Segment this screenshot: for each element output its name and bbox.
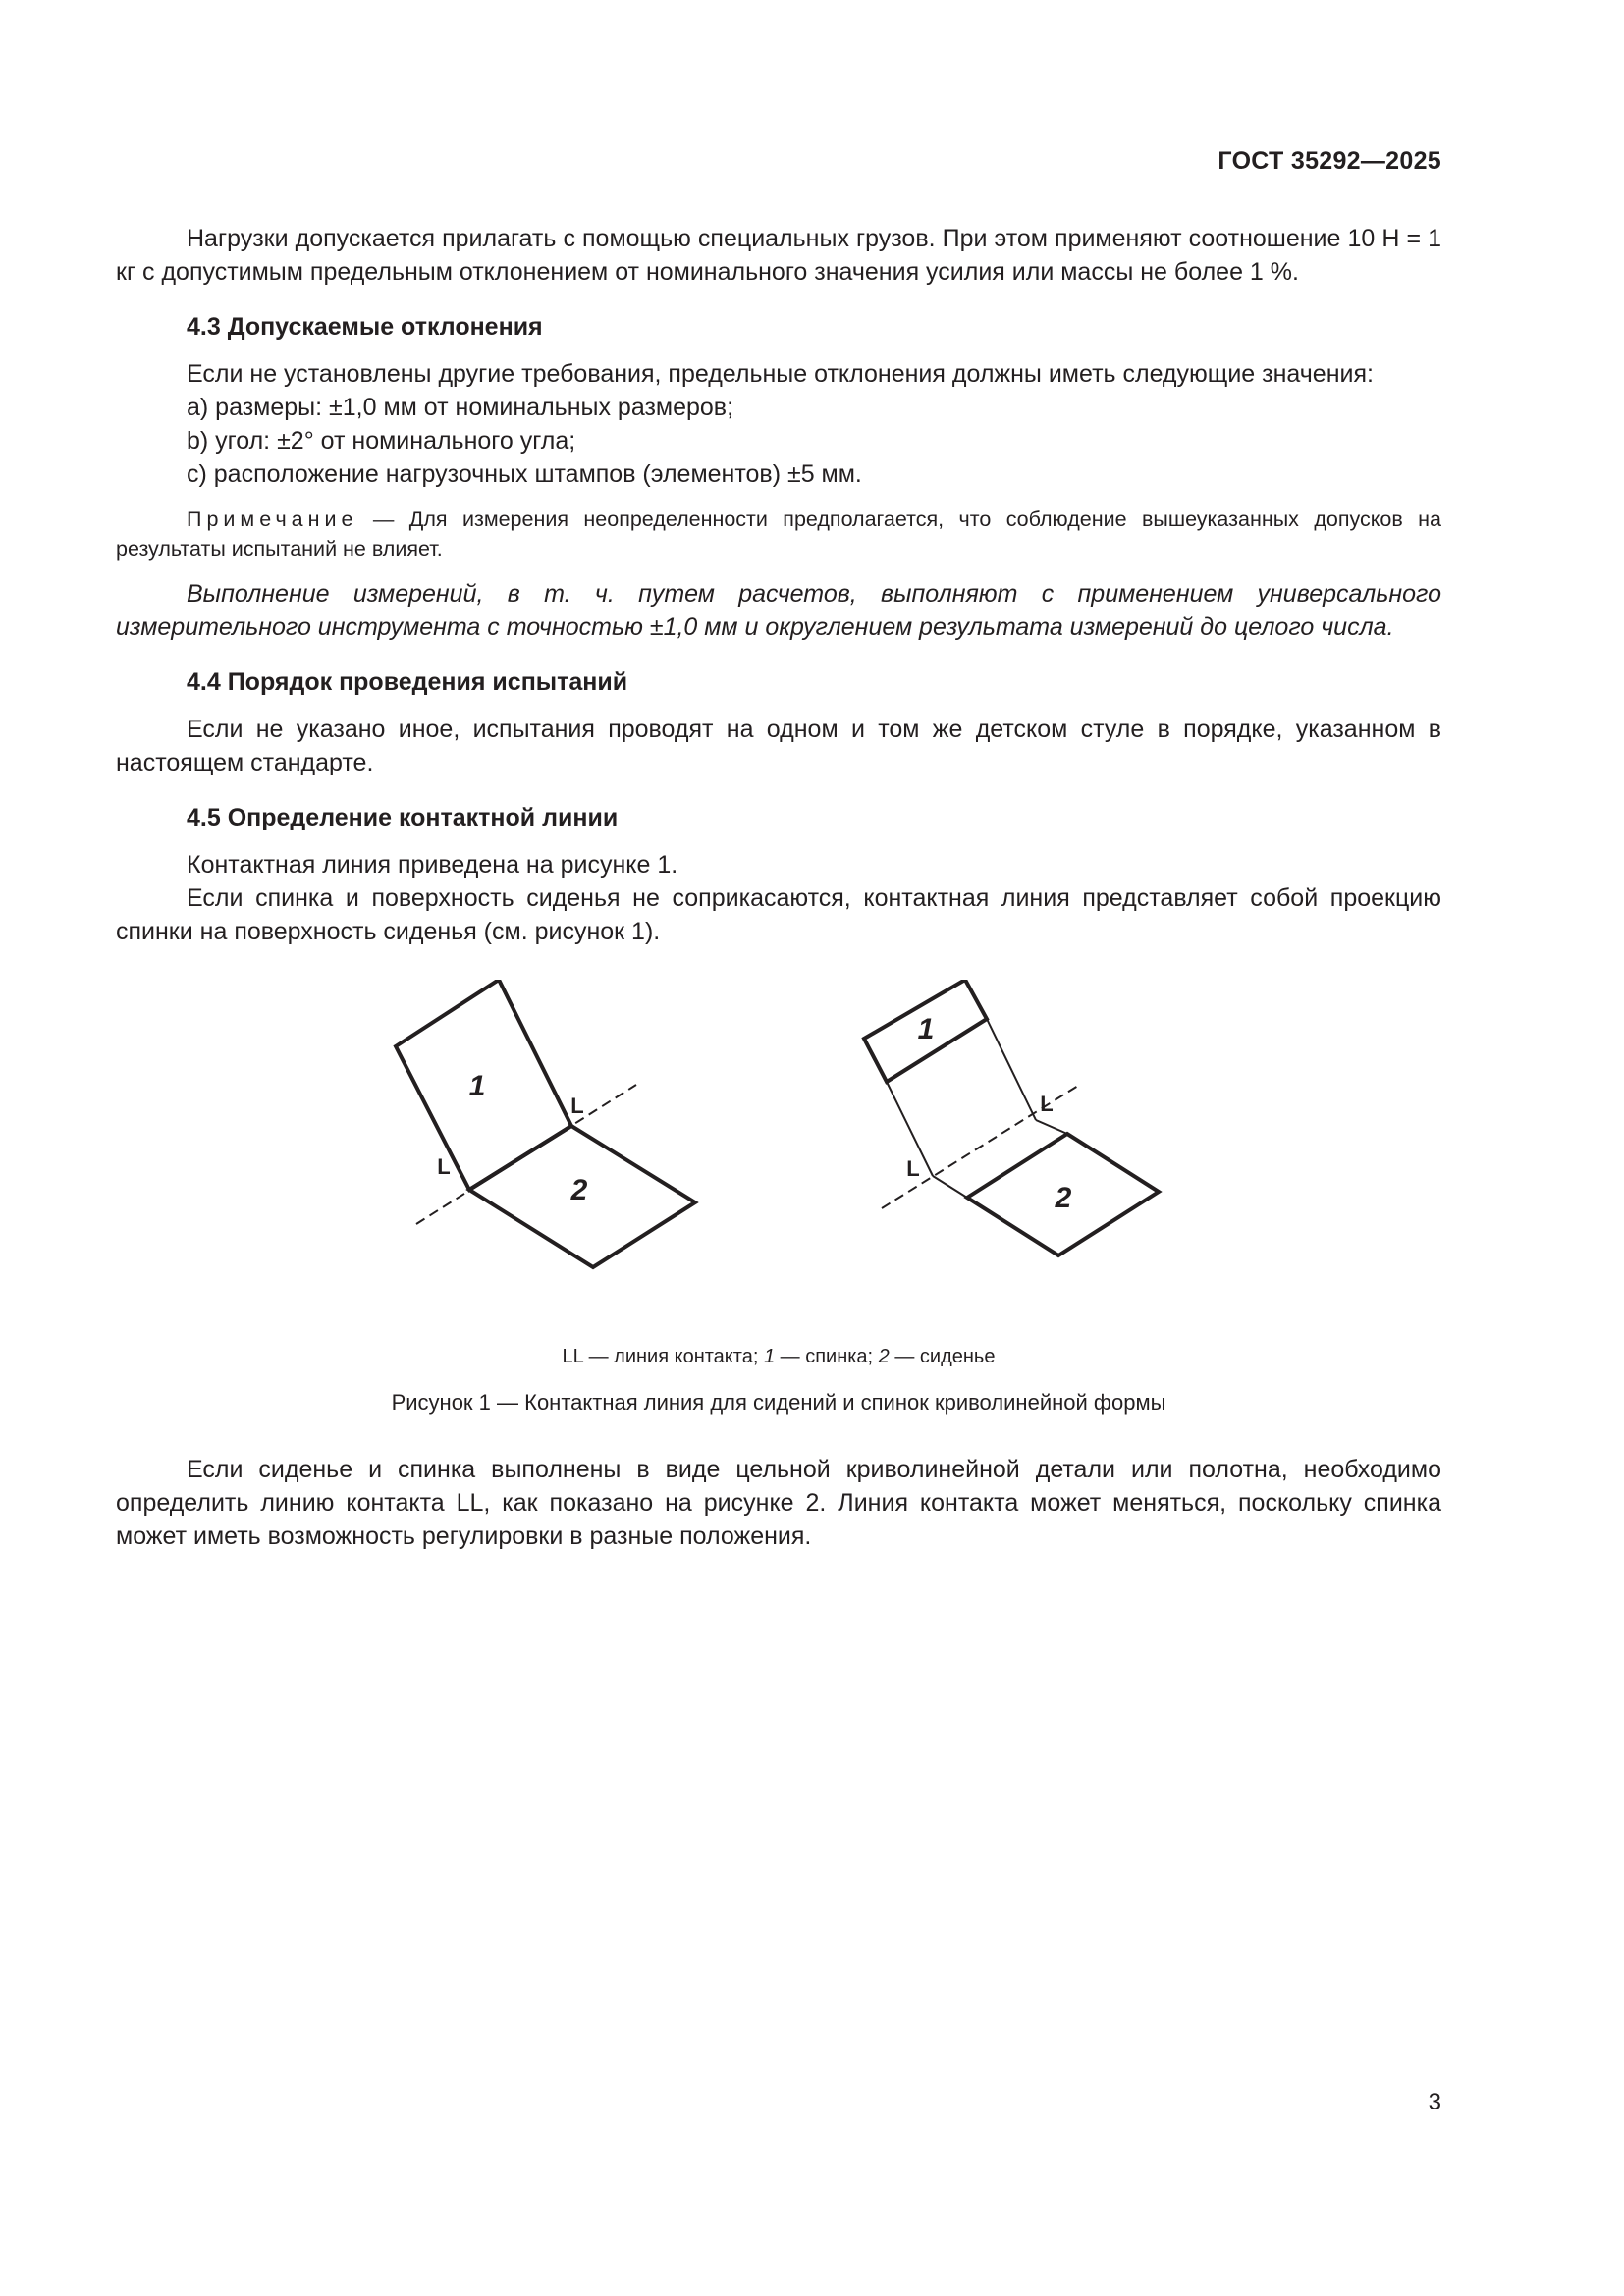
section-4-4-heading: 4.4 Порядок проведения испытаний bbox=[187, 668, 628, 696]
right-seat-projection-left bbox=[933, 1176, 967, 1198]
section-4-5-text-2: Если спинка и поверхность сиденья не соприкасаются, контактная линия представляет собой проекцию спинки на поверхность сиденья (см. рисунок 1). bbox=[116, 884, 1441, 945]
right-seat-projection-right bbox=[1036, 1120, 1067, 1134]
list-item: c) расположение нагрузочных штампов (элементов) ±5 мм. bbox=[187, 460, 862, 488]
legend-1-text: — спинка; bbox=[775, 1346, 879, 1367]
right-diagram bbox=[864, 980, 1159, 1255]
figure-1 bbox=[116, 980, 1441, 1343]
legend-ll: LL — линия контакта; bbox=[562, 1346, 764, 1367]
section-4-3-heading: 4.3 Допускаемые отклонения bbox=[187, 313, 543, 341]
closing-paragraph: Если сиденье и спинка выполнены в виде цельной криволинейной детали или полотна, необходимо определить линию контакта LL, как показано на рисунке 2. Линия контакта может меняться, поскольку спинка может иметь возможность регулировки в разные положения. bbox=[116, 1456, 1441, 1550]
left-backrest-label: 1 bbox=[468, 1070, 486, 1102]
section-4-5-heading: 4.5 Определение контактной линии bbox=[187, 804, 619, 831]
right-backrest-projection-right bbox=[987, 1019, 1036, 1120]
right-contact-label-lower: L bbox=[906, 1156, 920, 1181]
legend-2-num: 2 bbox=[878, 1346, 890, 1367]
legend-1-num: 1 bbox=[763, 1346, 776, 1367]
legend-2-text: — сиденье bbox=[889, 1346, 996, 1367]
right-backrest-label: 1 bbox=[917, 1013, 935, 1045]
figure-1-drawing bbox=[116, 980, 1441, 1343]
right-contact-label-upper: L bbox=[1040, 1092, 1054, 1116]
figure-legend bbox=[116, 1343, 1441, 1370]
left-diagram bbox=[396, 980, 695, 1267]
left-contact-label-upper: L bbox=[570, 1094, 584, 1118]
note-text: — Для измерения неопределенности предполагается, что соблюдение вышеуказанных допусков на результаты испытаний не влияет. bbox=[116, 507, 1441, 561]
section-4-4-text: Если не указано иное, испытания проводят на одном и том же детском стуле в порядке, указанном в настоящем стандарте. bbox=[116, 716, 1441, 776]
figure-caption: Рисунок 1 — Контактная линия для сидений и спинок криволинейной формы bbox=[391, 1390, 1166, 1415]
document-header: ГОСТ 35292—2025 bbox=[1218, 147, 1441, 175]
note-label: Примечание bbox=[187, 507, 358, 531]
section-4-5-text-1: Контактная линия приведена на рисунке 1. bbox=[187, 851, 678, 879]
right-seat-label: 2 bbox=[1055, 1182, 1072, 1214]
page-number: 3 bbox=[1428, 2089, 1441, 2115]
list-item: a) размеры: ±1,0 мм от номинальных размеров; bbox=[187, 394, 734, 421]
section-4-3-lead: Если не установлены другие требования, предельные отклонения должны иметь следующие значения: bbox=[187, 360, 1374, 388]
left-seat-label: 2 bbox=[570, 1174, 588, 1206]
italic-paragraph: Выполнение измерений, в т. ч. путем расчетов, выполняют с применением универсального измерительного инструмента с точностью ±1,0 мм и округлением результата измерений до целого числа. bbox=[116, 580, 1441, 641]
left-contact-label-lower: L bbox=[437, 1154, 451, 1179]
page-content bbox=[116, 222, 1441, 1553]
note bbox=[116, 505, 1441, 563]
intro-paragraph: Нагрузки допускается прилагать с помощью специальных грузов. При этом применяют соотношение 10 Н = 1 кг с допустимым предельным отклонением от номинального значения усилия или массы не более 1 %. bbox=[116, 225, 1441, 286]
list-item: b) угол: ±2° от номинального угла; bbox=[187, 427, 576, 454]
